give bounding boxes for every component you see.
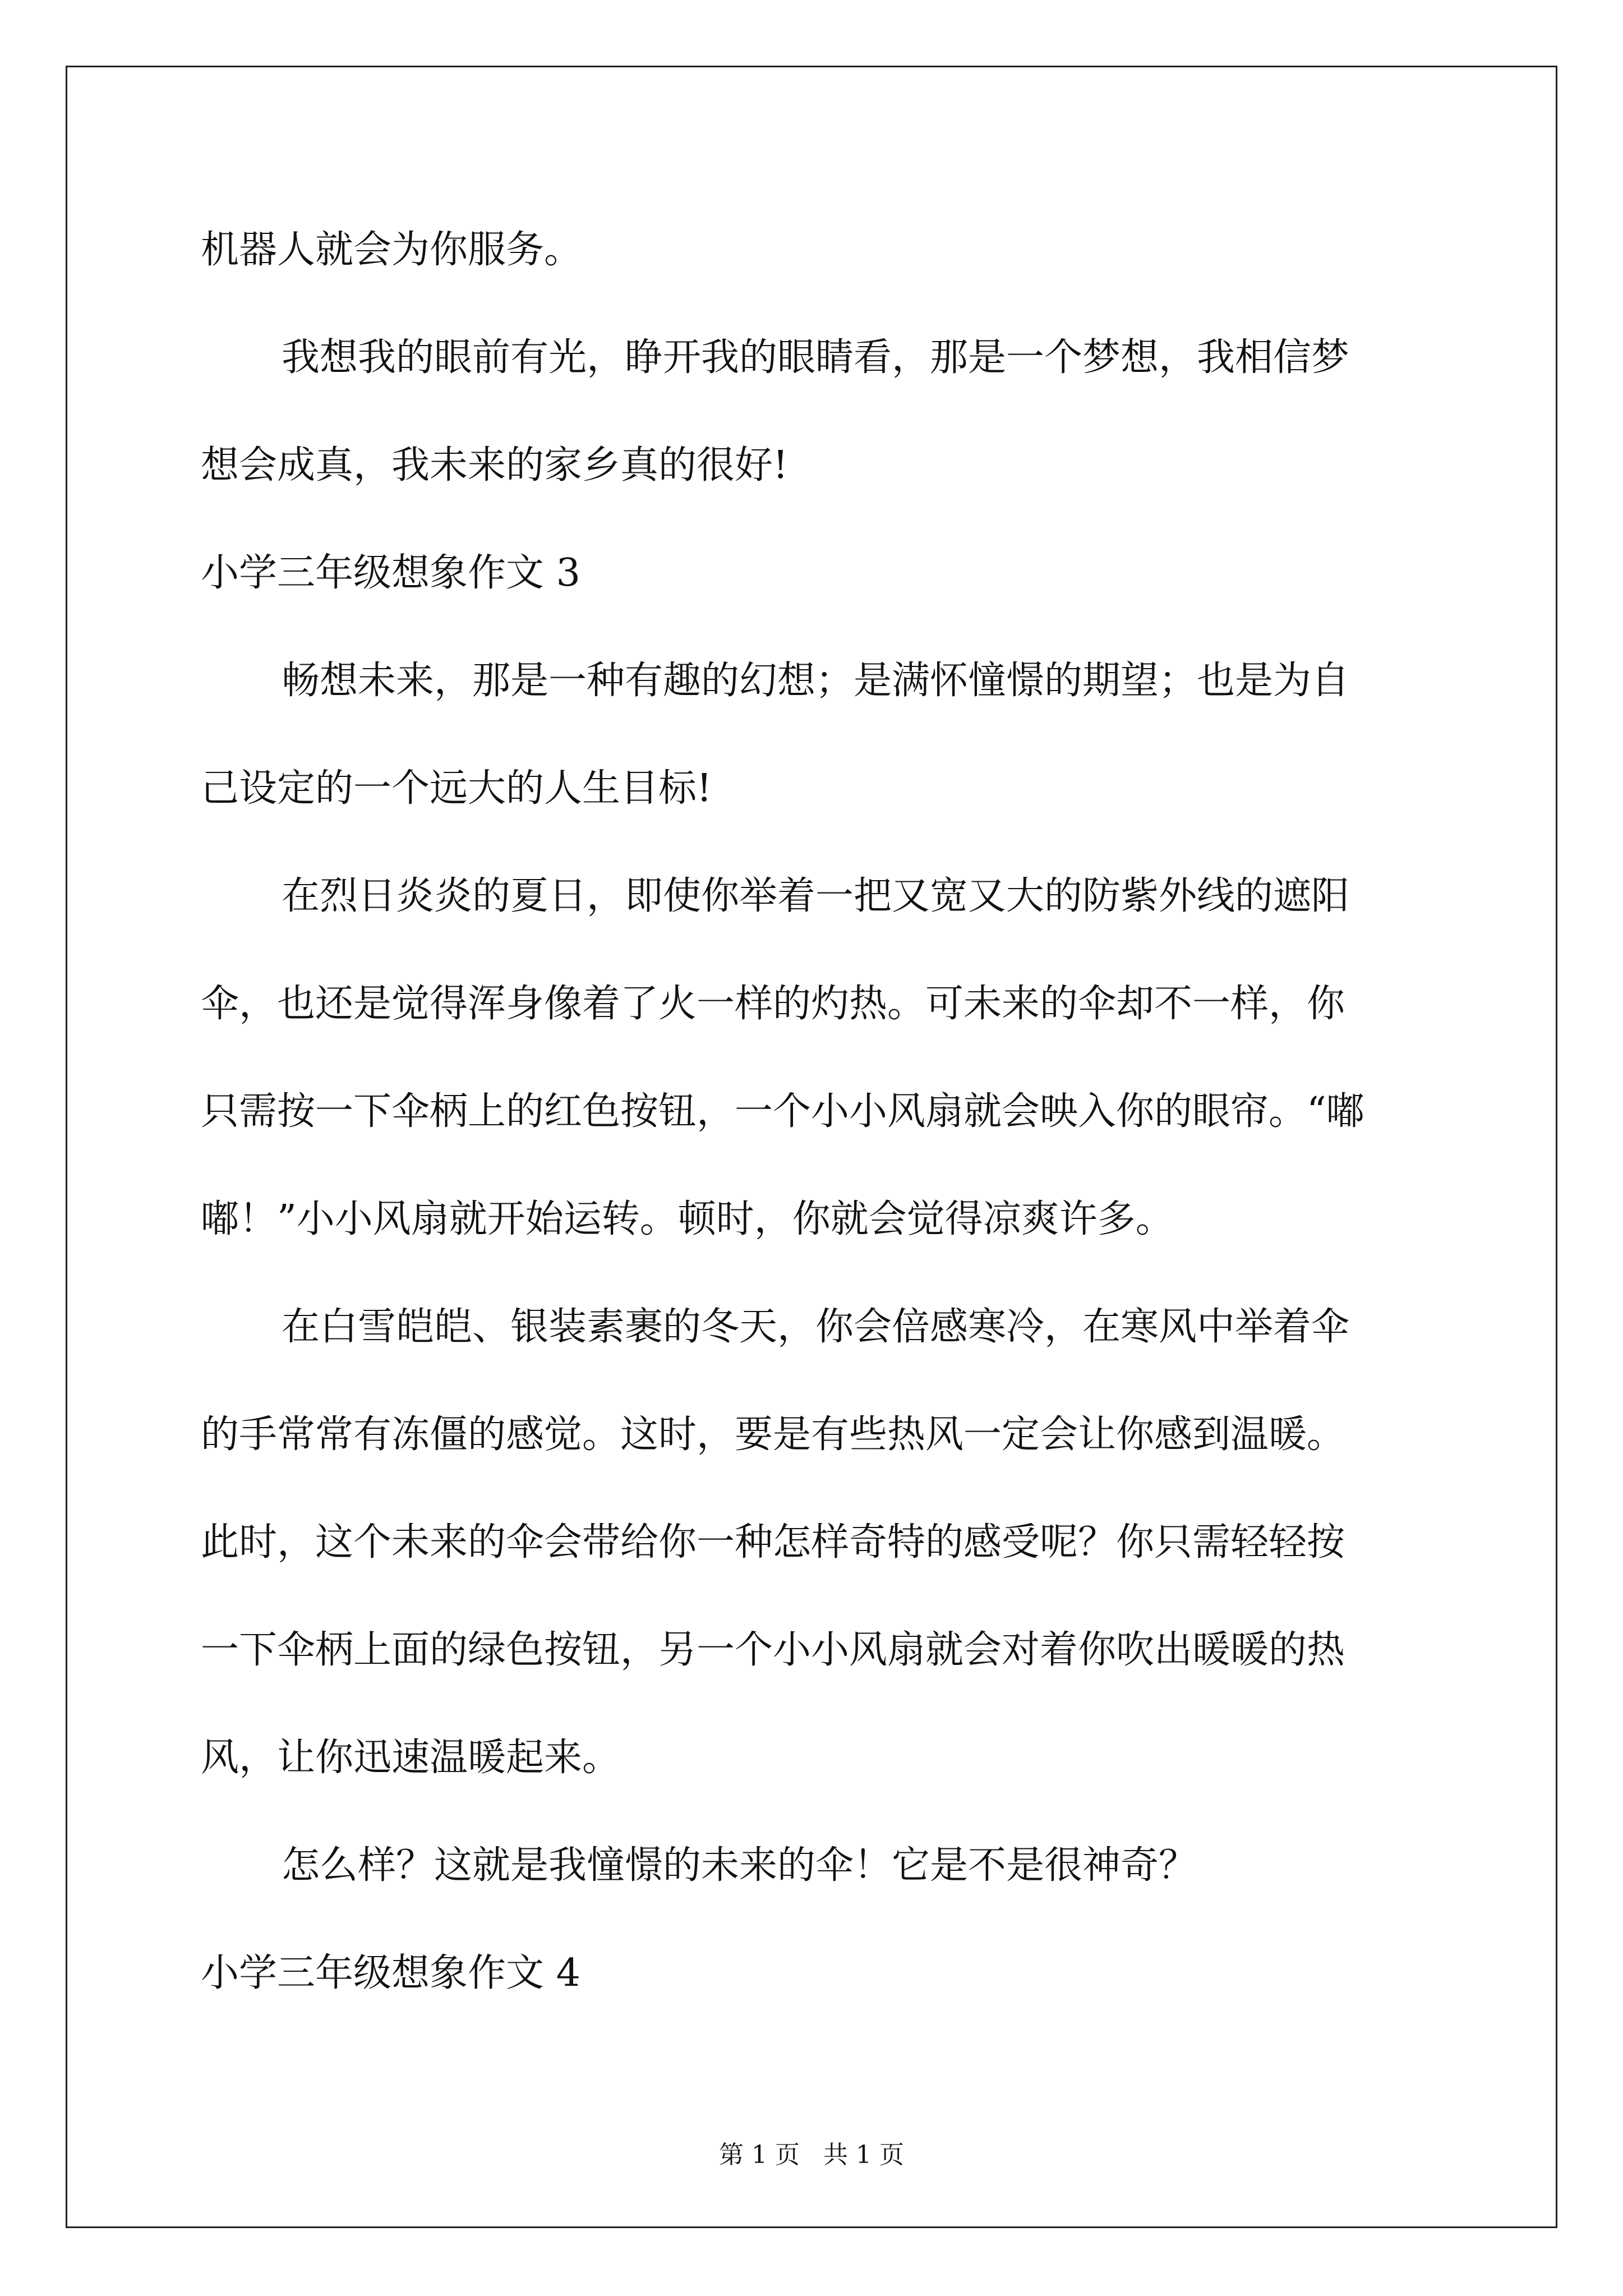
paragraph-line: 在烈日炎炎的夏日，即使你举着一把又宽又大的防紫外线的遮阳 [282,874,1350,918]
section-heading: 小学三年级想象作文 4 [201,1951,580,1995]
paragraph-line: 己设定的一个远大的人生目标! [201,766,712,811]
paragraph-line: 此时，这个未来的伞会带给你一种怎样奇特的感受呢？你只需轻轻按 [201,1520,1345,1565]
paragraph-line: 嘟！”小小风扇就开始运转。顿时，你就会觉得凉爽许多。 [201,1197,1174,1241]
paragraph-line: 畅想未来，那是一种有趣的幻想；是满怀憧憬的期望；也是为自 [282,659,1350,703]
paragraph-line: 的手常常有冻僵的感觉。这时，要是有些热风一定会让你感到温暖。 [201,1412,1345,1457]
paragraph-line: 想会成真，我未来的家乡真的很好! [201,443,789,487]
paragraph-line: 伞，也还是觉得浑身像着了火一样的灼热。可未来的伞却不一样，你 [201,982,1345,1026]
paragraph-line: 在白雪皑皑、银装素裹的冬天，你会倍感寒冷，在寒风中举着伞 [282,1305,1350,1349]
page-footer: 第 1 页 共 1 页 [719,2141,904,2169]
section-heading: 小学三年级想象作文 3 [201,551,580,595]
paragraph-line: 怎么样？这就是我憧憬的未来的伞！它是不是很神奇？ [282,1843,1197,1888]
paragraph-line: 只需按一下伞柄上的红色按钮，一个小小风扇就会映入你的眼帘。“嘟 [201,1089,1364,1134]
paragraph-line: 机器人就会为你服务。 [201,228,583,272]
page-border [66,66,1557,2228]
paragraph-line: 一下伞柄上面的绿色按钮，另一个小小风扇就会对着你吹出暖暖的热 [201,1628,1345,1672]
paragraph-line: 我想我的眼前有光，睁开我的眼睛看，那是一个梦想，我相信梦 [282,335,1350,380]
paragraph-line: 风，让你迅速温暖起来。 [201,1736,621,1780]
